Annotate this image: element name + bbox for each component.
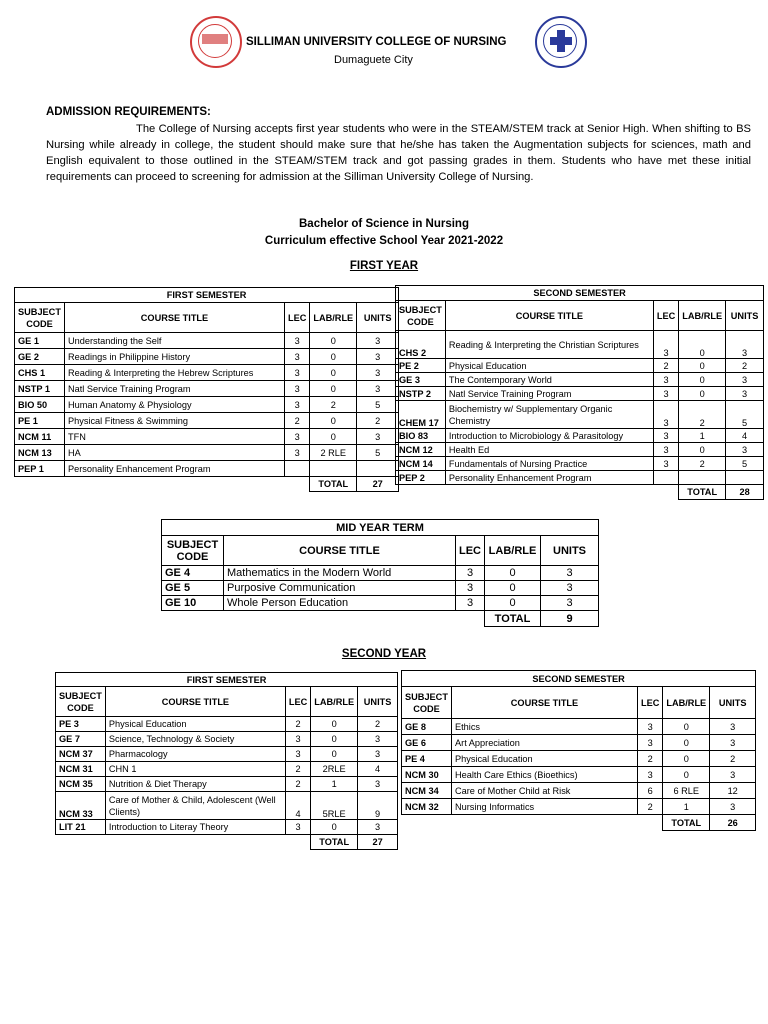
lab-value: 0 [663, 751, 710, 767]
units-value: 3 [710, 719, 756, 735]
subject-code: PEP 1 [15, 461, 65, 477]
subject-code: PE 1 [15, 413, 65, 429]
lab-value: 0 [663, 767, 710, 783]
subject-code: NCM 12 [396, 443, 446, 457]
lec-value: 3 [285, 429, 310, 445]
course-row [396, 359, 764, 373]
subject-code: CHS 2 [396, 331, 446, 359]
subject-code: NCM 30 [402, 767, 452, 783]
subject-code: PE 3 [56, 717, 106, 732]
course-title: Biochemistry w/ Supplementary Organic Chemistry [445, 401, 653, 429]
lec-value: 3 [653, 443, 678, 457]
lab-value: 0 [679, 443, 726, 457]
lec-header: LEC [285, 687, 310, 717]
lab-value: 5RLE [311, 792, 358, 820]
course-title: Purposive Communication [224, 581, 456, 596]
course-title: Natl Service Training Program [445, 387, 653, 401]
course-row [402, 751, 756, 767]
lab-value: 1 [663, 799, 710, 815]
course-row [396, 331, 764, 359]
second-year-heading: SECOND YEAR [341, 648, 427, 660]
course-row [15, 413, 399, 429]
lec-value: 3 [653, 401, 678, 429]
course-title: Reading & Interpreting the Christian Scriptures [445, 331, 653, 359]
course-row [56, 747, 398, 762]
lec-header: LEC [456, 536, 485, 566]
units-value: 3 [726, 387, 764, 401]
lab-value: 2 [310, 397, 357, 413]
lab-value: 6 RLE [663, 783, 710, 799]
lab-value: 0 [679, 387, 726, 401]
lec-value: 3 [285, 365, 310, 381]
subject-code: GE 2 [15, 349, 65, 365]
course-title: Understanding the Self [65, 333, 285, 349]
subject-code: NCM 32 [402, 799, 452, 815]
lab-value: 0 [310, 333, 357, 349]
subject-code: GE 10 [162, 596, 224, 611]
subject-code: PE 4 [402, 751, 452, 767]
lab-value: 2 RLE [310, 445, 357, 461]
units-value: 2 [358, 717, 398, 732]
course-title: Pharmacology [105, 747, 285, 762]
first-year-heading: FIRST YEAR [349, 260, 419, 272]
lec-value: 2 [285, 777, 310, 792]
units-value: 3 [357, 429, 399, 445]
lec-value: 2 [653, 359, 678, 373]
course-row [15, 429, 399, 445]
lec-value: 3 [456, 566, 485, 581]
lab-header: LAB/RLE [679, 301, 726, 331]
total-units: 27 [358, 835, 398, 850]
lec-value: 3 [653, 373, 678, 387]
lab-value: 0 [679, 331, 726, 359]
lec-value: 3 [653, 429, 678, 443]
course-row [396, 387, 764, 401]
course-title: Art Appreciation [452, 735, 638, 751]
units-value: 5 [357, 397, 399, 413]
units-value: 2 [726, 359, 764, 373]
course-title: Mathematics in the Modern World [224, 566, 456, 581]
units-header: UNITS [541, 536, 599, 566]
units-header: UNITS [710, 687, 756, 719]
units-value: 9 [358, 792, 398, 820]
course-title: Science, Technology & Society [105, 732, 285, 747]
lab-header: LAB/RLE [663, 687, 710, 719]
y2-first-semester-table [55, 672, 398, 850]
document-header [0, 16, 768, 76]
lec-value: 3 [285, 732, 310, 747]
subject-code: NCM 31 [56, 762, 106, 777]
subject-code: GE 7 [56, 732, 106, 747]
lec-value: 2 [285, 762, 310, 777]
lec-value: 3 [638, 767, 663, 783]
lab-value: 0 [485, 566, 541, 581]
units-header: UNITS [357, 303, 399, 333]
course-title: Health Ed [445, 443, 653, 457]
subject-code: NCM 13 [15, 445, 65, 461]
university-seal-icon [190, 16, 242, 68]
lec-value: 2 [285, 717, 310, 732]
lec-value: 3 [653, 387, 678, 401]
course-row [402, 719, 756, 735]
total-label: TOTAL [485, 611, 541, 627]
lab-value: 0 [311, 717, 358, 732]
course-row [396, 443, 764, 457]
course-title: CHN 1 [105, 762, 285, 777]
semester-title: SECOND SEMESTER [402, 671, 756, 687]
course-title: Human Anatomy & Physiology [65, 397, 285, 413]
course-row [402, 735, 756, 751]
total-label: TOTAL [310, 477, 357, 492]
course-row [56, 820, 398, 835]
lec-value [285, 461, 310, 477]
lab-value: 2 [679, 457, 726, 471]
lab-value: 0 [311, 747, 358, 762]
course-title: Physical Education [452, 751, 638, 767]
course-row [402, 783, 756, 799]
units-value: 3 [541, 581, 599, 596]
units-value: 4 [358, 762, 398, 777]
lab-value: 2RLE [311, 762, 358, 777]
units-value: 12 [710, 783, 756, 799]
lab-value: 0 [485, 581, 541, 596]
course-row [396, 457, 764, 471]
lab-value: 0 [679, 373, 726, 387]
subject-code: CHS 1 [15, 365, 65, 381]
lec-value: 3 [638, 735, 663, 751]
units-header: UNITS [726, 301, 764, 331]
lab-value: 0 [310, 429, 357, 445]
course-row [162, 596, 599, 611]
course-row [15, 365, 399, 381]
course-row [396, 429, 764, 443]
units-value: 4 [726, 429, 764, 443]
units-value: 3 [710, 735, 756, 751]
lab-value: 2 [679, 401, 726, 429]
lab-value: 0 [485, 596, 541, 611]
subject-code-header: SUBJECT CODE [396, 301, 446, 331]
lec-value: 3 [653, 331, 678, 359]
units-value: 5 [726, 401, 764, 429]
lec-value: 2 [638, 799, 663, 815]
y1-second-semester-table [395, 285, 764, 500]
lec-value: 6 [638, 783, 663, 799]
curriculum-effective: Curriculum effective School Year 2021-2022 [264, 235, 504, 247]
lec-value: 2 [285, 413, 310, 429]
subject-code: GE 1 [15, 333, 65, 349]
course-title-header: COURSE TITLE [224, 536, 456, 566]
lab-value [310, 461, 357, 477]
lec-header: LEC [285, 303, 310, 333]
units-value: 2 [357, 413, 399, 429]
course-title: Fundamentals of Nursing Practice [445, 457, 653, 471]
course-row [15, 333, 399, 349]
course-title: Natl Service Training Program [65, 381, 285, 397]
units-value: 3 [710, 799, 756, 815]
lec-value: 3 [285, 747, 310, 762]
degree-title: Bachelor of Science in Nursing [299, 218, 469, 230]
units-value: 3 [710, 767, 756, 783]
subject-code-header: SUBJECT CODE [402, 687, 452, 719]
course-title: Physical Fitness & Swimming [65, 413, 285, 429]
nursing-seal-icon [535, 16, 587, 68]
units-value: 5 [726, 457, 764, 471]
course-title: Personality Enhancement Program [65, 461, 285, 477]
course-title: Reading & Interpreting the Hebrew Scriptures [65, 365, 285, 381]
mid-year-title: MID YEAR TERM [162, 520, 599, 536]
course-row [402, 799, 756, 815]
lec-value: 3 [285, 381, 310, 397]
lab-value: 0 [663, 735, 710, 751]
subject-code: NCM 34 [402, 783, 452, 799]
y2-second-semester-table [401, 670, 756, 831]
units-value: 3 [358, 747, 398, 762]
subject-code: PEP 2 [396, 471, 446, 485]
course-title: HA [65, 445, 285, 461]
lec-value: 3 [285, 397, 310, 413]
course-row [396, 373, 764, 387]
course-title: Readings in Philippine History [65, 349, 285, 365]
admission-title: ADMISSION REQUIREMENTS: [46, 106, 211, 118]
units-value: 3 [541, 596, 599, 611]
lab-header: LAB/RLE [311, 687, 358, 717]
units-value: 3 [358, 777, 398, 792]
total-units: 27 [357, 477, 399, 492]
subject-code: NCM 14 [396, 457, 446, 471]
total-units: 26 [710, 815, 756, 831]
course-row [56, 762, 398, 777]
units-value: 3 [358, 732, 398, 747]
lec-value: 3 [285, 820, 310, 835]
lec-header: LEC [638, 687, 663, 719]
course-title: Personality Enhancement Program [445, 471, 653, 485]
subject-code-header: SUBJECT CODE [15, 303, 65, 333]
lab-header: LAB/RLE [485, 536, 541, 566]
total-label: TOTAL [679, 485, 726, 500]
course-title-header: COURSE TITLE [65, 303, 285, 333]
course-row [15, 349, 399, 365]
lec-value [653, 471, 678, 485]
lec-value: 3 [638, 719, 663, 735]
course-title: Introduction to Microbiology & Parasitology [445, 429, 653, 443]
subject-code: GE 4 [162, 566, 224, 581]
lec-value: 2 [638, 751, 663, 767]
units-value: 3 [541, 566, 599, 581]
units-value: 3 [358, 820, 398, 835]
units-value [726, 471, 764, 485]
course-row [162, 566, 599, 581]
course-title: Health Care Ethics (Bioethics) [452, 767, 638, 783]
course-title: TFN [65, 429, 285, 445]
subject-code-header: SUBJECT CODE [162, 536, 224, 566]
lec-value: 3 [285, 349, 310, 365]
course-title: Care of Mother Child at Risk [452, 783, 638, 799]
units-value: 3 [357, 365, 399, 381]
lab-value [679, 471, 726, 485]
course-title: Physical Education [445, 359, 653, 373]
lab-value: 0 [310, 349, 357, 365]
course-title: Whole Person Education [224, 596, 456, 611]
course-row [56, 777, 398, 792]
units-value: 3 [726, 373, 764, 387]
course-title: Nursing Informatics [452, 799, 638, 815]
course-row [56, 717, 398, 732]
semester-title: SECOND SEMESTER [396, 286, 764, 301]
course-row [15, 445, 399, 461]
subject-code: PE 2 [396, 359, 446, 373]
subject-code: GE 8 [402, 719, 452, 735]
course-title: The Contemporary World [445, 373, 653, 387]
units-value: 3 [726, 331, 764, 359]
lab-value: 0 [310, 381, 357, 397]
course-title: Physical Education [105, 717, 285, 732]
course-title: Ethics [452, 719, 638, 735]
course-title-header: COURSE TITLE [445, 301, 653, 331]
semester-title: FIRST SEMESTER [56, 673, 398, 687]
subject-code: NCM 35 [56, 777, 106, 792]
lec-value: 3 [285, 333, 310, 349]
y1-first-semester-table [14, 287, 399, 492]
total-label: TOTAL [663, 815, 710, 831]
subject-code: NSTP 1 [15, 381, 65, 397]
course-row [56, 732, 398, 747]
subject-code: BIO 50 [15, 397, 65, 413]
lec-value: 3 [456, 581, 485, 596]
subject-code: NCM 37 [56, 747, 106, 762]
semester-title: FIRST SEMESTER [15, 288, 399, 303]
lab-value: 1 [311, 777, 358, 792]
lab-header: LAB/RLE [310, 303, 357, 333]
total-units: 9 [541, 611, 599, 627]
admission-text: The College of Nursing accepts first year students who were in the STEAM/STEM track at Senior High. When shifting to BS Nursing while already in college, the student should make sure that he/she has taken the Augmentation subjects for sciences, math and English equivalent to those outlined in the STEAM/STEM track and got passing grades in them. Students who have met these initial requirements can proceed to screening for admission at the Silliman University College of Nursing. [46, 123, 751, 183]
mid-year-table [161, 519, 599, 627]
units-value: 2 [710, 751, 756, 767]
course-row [162, 581, 599, 596]
lab-value: 0 [310, 365, 357, 381]
course-title-header: COURSE TITLE [105, 687, 285, 717]
lab-value: 0 [310, 413, 357, 429]
course-title-header: COURSE TITLE [452, 687, 638, 719]
units-value: 3 [357, 381, 399, 397]
subject-code: CHEM 17 [396, 401, 446, 429]
subject-code: GE 6 [402, 735, 452, 751]
course-row [15, 397, 399, 413]
course-title: Care of Mother & Child, Adolescent (Well Clients) [105, 792, 285, 820]
lec-value: 3 [653, 457, 678, 471]
subject-code: BIO 83 [396, 429, 446, 443]
lec-value: 3 [456, 596, 485, 611]
units-value: 3 [357, 333, 399, 349]
subject-code: NCM 33 [56, 792, 106, 820]
course-row [15, 381, 399, 397]
city-name: Dumaguete City [334, 54, 413, 66]
lab-value: 0 [679, 359, 726, 373]
units-value: 3 [357, 349, 399, 365]
subject-code: LIT 21 [56, 820, 106, 835]
course-row [396, 401, 764, 429]
course-row [396, 471, 764, 485]
units-header: UNITS [358, 687, 398, 717]
course-title: Introduction to Literay Theory [105, 820, 285, 835]
lab-value: 0 [311, 732, 358, 747]
lab-value: 0 [663, 719, 710, 735]
units-value: 5 [357, 445, 399, 461]
course-row [402, 767, 756, 783]
subject-code: GE 3 [396, 373, 446, 387]
units-value [357, 461, 399, 477]
lec-value: 3 [285, 445, 310, 461]
subject-code-header: SUBJECT CODE [56, 687, 106, 717]
units-value: 3 [726, 443, 764, 457]
lec-value: 4 [285, 792, 310, 820]
total-label: TOTAL [311, 835, 358, 850]
university-name: SILLIMAN UNIVERSITY COLLEGE OF NURSING [246, 36, 507, 48]
lec-header: LEC [653, 301, 678, 331]
course-row [56, 792, 398, 820]
subject-code: GE 5 [162, 581, 224, 596]
lab-value: 1 [679, 429, 726, 443]
total-units: 28 [726, 485, 764, 500]
subject-code: NCM 11 [15, 429, 65, 445]
course-row [15, 461, 399, 477]
subject-code: NSTP 2 [396, 387, 446, 401]
lab-value: 0 [311, 820, 358, 835]
course-title: Nutrition & Diet Therapy [105, 777, 285, 792]
